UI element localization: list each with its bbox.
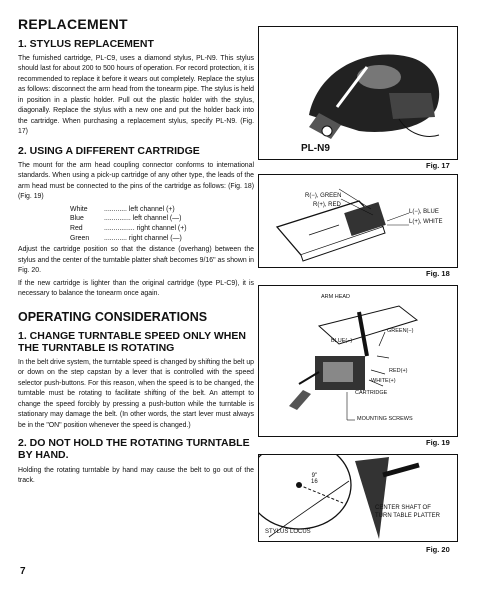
fig20-stylus-locus: STYLUS LOCUS — [265, 529, 311, 535]
fig18-r-minus: R(−), GREEN — [305, 193, 342, 199]
figure-18 — [258, 174, 458, 268]
speed-text: In the belt drive system, the turntable speed is changed by shifting the belt up or down on the step capstan by a lever that is controlled with the speed selector push-buttons. For this reason, when the speed is to be changed, the turntable must be rotating to facilitate shifting of the belt. An attempt to change the speed forcibly by pressing a push-button while the turntable is stationary may damage the belt. (In other words, the start lever must always be in the "ON" position whenever the speed is changed.) — [18, 358, 254, 429]
fig18-l-minus: L(−), BLUE — [409, 209, 439, 215]
fig19-cartridge: CARTRIDGE — [355, 390, 388, 396]
page-title: REPLACEMENT — [18, 16, 128, 32]
balance-text: If the new cartridge is lighter than the original cartridge (type PL-C9), it is necessary to balance the tonearm once again. — [18, 279, 254, 298]
arm-head-wiring-illustration — [259, 286, 457, 436]
fig20-frac-den: 16 — [311, 479, 318, 485]
fig19-white: WHITE(+) — [371, 378, 396, 384]
stylus-illustration — [259, 27, 457, 159]
fig20-center-shaft: CENTER SHAFT OF TURN TABLE PLATTER — [375, 505, 441, 519]
fig19-green: GREEN(−) — [387, 328, 414, 334]
hold-text: Holding the rotating turntable by hand may cause the belt to go out of the track. — [18, 466, 254, 484]
figure-17 — [258, 26, 458, 160]
fig19-arm-head: ARM HEAD — [321, 294, 351, 300]
stylus-replacement-heading: 1. STYLUS REPLACEMENT — [18, 38, 154, 50]
page-number: 7 — [20, 566, 26, 577]
fig18-label: Fig. 18 — [426, 269, 450, 278]
wire-row: Red ................ right channel (+) — [70, 225, 187, 233]
text-column — [18, 16, 254, 488]
fig19-screws: MOUNTING SCREWS — [357, 416, 413, 422]
fig17-label: Fig. 17 — [426, 161, 450, 170]
fig19-label: Fig. 19 — [426, 438, 450, 447]
fig18-r-plus: R(+), RED — [313, 202, 341, 208]
wire-row: Blue .............. left channel (—) — [70, 215, 182, 223]
fig19-blue: BLUE(−) — [331, 338, 353, 344]
fig19-red: RED(+) — [389, 368, 408, 374]
wire-table — [70, 205, 254, 244]
fig20-fraction: 9" 16 — [311, 473, 318, 485]
figure-19 — [258, 285, 458, 437]
figure-20 — [258, 454, 458, 542]
fig20-frac-num: 9 — [311, 473, 315, 479]
different-cartridge-heading: 2. USING A DIFFERENT CARTRIDGE — [18, 144, 200, 157]
wire-row: White ............ left channel (+) — [70, 205, 175, 213]
speed-heading: 1. CHANGE TURNTABLE SPEED ONLY WHEN THE TURNTABLE IS ROTATING — [18, 329, 246, 354]
overhang-text: Adjust the cartridge position so that the distance (overhang) between the stylus and the center of the turntable platter shaft becomes 9/16" as shown in Fig. 20. — [18, 246, 254, 275]
different-cartridge-text: The mount for the arm head coupling connector conforms to international standards. When using a pick-up cartridge of any other type, the leads of the arm head must be connected to the pins of the cartridge as follows: (Fig. 18) (Fig. 19) — [18, 161, 254, 201]
fig17-caption: PL-N9 — [301, 143, 330, 154]
operating-title: OPERATING CONSIDERATIONS — [18, 309, 208, 324]
fig18-l-plus: L(+), WHITE — [409, 219, 443, 225]
wire-row: Green ............ right channel (—) — [70, 234, 182, 242]
fig20-label: Fig. 20 — [426, 545, 450, 554]
stylus-replacement-text: The furnished cartridge, PL-C9, uses a diamond stylus, PL-N9. This stylus should last for about 200 to 500 hours of operation. For record protection, it is recommended to replace it before it wears out completely. Replace the stylus as follows: disconnect the arm head from the tonearm pipe. The stylus is held in position in a plastic holder. Pull out the plastic holder with the stylus, diagonally. Replace the stylus with a new one and put the holder back into the cartridge. When purchasing a replacement stylus, specify PL-N9. (Fig. 17) — [18, 55, 254, 136]
hold-heading: 2. DO NOT HOLD THE ROTATING TURNTABLE BY HAND. — [18, 437, 250, 462]
